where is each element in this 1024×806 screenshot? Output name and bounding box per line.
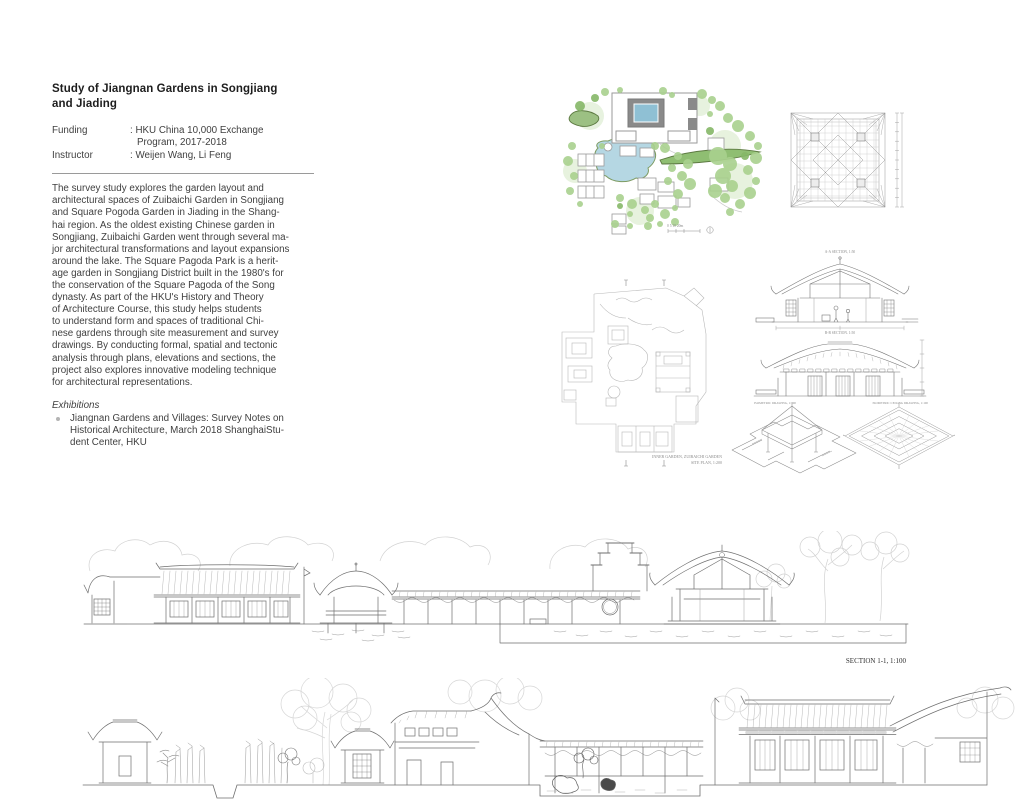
bamboo-b <box>245 739 282 783</box>
caption-bb: B-B SECTION, 1:50 <box>824 331 856 334</box>
main-hall <box>154 563 300 623</box>
body-line: analysis through plans, elevations and sections, the <box>52 352 276 364</box>
exhibition-text <box>70 413 284 449</box>
body-line: of Architecture Course, this study helps students <box>52 304 262 316</box>
small-light-tree <box>303 758 324 783</box>
mid-pavilion <box>331 729 394 783</box>
section-2-drawing <box>55 678 1017 804</box>
body-line: age garden in Songjiang District built in the 1980's for <box>52 267 284 279</box>
body-line: drawings. By conducting formal, spatial and tectonic <box>52 340 278 352</box>
text-column <box>52 82 324 449</box>
title-line: Study of Jiangnan Gardens in Songjiang <box>52 83 278 95</box>
tree-right-1 <box>800 531 862 623</box>
bullet-icon <box>52 413 70 449</box>
divider-line <box>52 173 314 174</box>
section1-caption: SECTION 1-1, 1:100 <box>845 657 906 665</box>
body-line: nese gardens through site measurement and survey <box>52 328 279 340</box>
meta-table <box>52 125 324 162</box>
pond-outline <box>608 344 648 381</box>
bamboo-a <box>175 743 205 783</box>
hex-pavilion <box>314 563 398 633</box>
rock-tree <box>574 748 598 778</box>
funding-label: Funding <box>52 125 88 136</box>
retaining-wall <box>500 624 906 643</box>
pagoda-roof-plan <box>785 105 915 220</box>
dimension-line <box>895 113 904 207</box>
garden-master-plan <box>560 86 784 238</box>
body-line: around the lake. The Square Pagoda Park is a herit- <box>52 255 279 267</box>
funding-value <box>130 125 263 150</box>
exhibition-line: Historical Architecture, March 2018 ShanghaiStu- <box>70 424 285 436</box>
body-line: jor architectural transformations and layout expansions <box>52 243 290 255</box>
radial-rafters <box>859 415 939 457</box>
flag-pole <box>304 567 310 624</box>
left-pavilion <box>88 720 162 783</box>
body-line: project also explores innovative modeling technique <box>52 364 277 376</box>
corridor <box>392 591 640 624</box>
body-line: Songjiang, Zuibaichi Garden went through several ma- <box>52 231 289 243</box>
body-line: the conservation of the Square Pagoda of the Song <box>52 279 275 291</box>
inner-garden-site-plan <box>556 274 726 474</box>
pavilion-section-bb <box>750 334 932 406</box>
body-line: The survey study explores the garden layout and <box>52 183 264 195</box>
big-tree <box>281 678 371 785</box>
rockery <box>616 298 652 302</box>
body-paragraph <box>52 183 324 389</box>
exhibition-line: Jiangnan Gardens and Villages: Survey Notes on <box>70 412 284 424</box>
funding-value-line: : HKU China 10,000 Exchange <box>130 125 264 136</box>
diagonals <box>791 113 885 207</box>
meta-row-instructor <box>52 150 324 162</box>
exhibition-line: dent Center, HKU <box>70 437 147 448</box>
water-right <box>554 631 892 637</box>
caption-iso-left: ISOMETRIC DRAWING, 1:100 <box>754 401 796 405</box>
body-line: for architectural representations. <box>52 376 193 388</box>
body-line: hai region. As the oldest existing Chinese garden in <box>52 219 275 231</box>
pond-corridor <box>540 741 703 794</box>
right-curved-roof <box>890 687 1011 785</box>
instructor-label: Instructor <box>52 149 93 161</box>
pole <box>715 698 719 785</box>
section-1-1-drawing <box>80 531 910 669</box>
rockery <box>652 327 684 333</box>
left-porch <box>84 576 160 623</box>
plan-caption-line1: INNER GARDEN, ZUIBAICHI GARDEN <box>652 454 722 459</box>
rockery <box>600 304 626 318</box>
long-hall <box>739 696 896 783</box>
plan-caption-line2: SITE PLAN, 1:200 <box>691 460 722 465</box>
isometric-ceiling <box>843 398 955 474</box>
rocks <box>601 778 616 790</box>
body-line: and Square Pogoda Garden in Jiading in the Shang- <box>52 207 280 219</box>
background-trees <box>89 531 909 623</box>
platform <box>732 421 856 473</box>
body-line: to understand form and spaces of traditional Chi- <box>52 316 264 328</box>
exhibition-item <box>52 413 324 449</box>
title-line: and Jiading <box>52 97 117 110</box>
page-title <box>52 82 324 111</box>
pavilion-section-aa <box>752 246 930 334</box>
instructor-value: : Weijen Wang, Li Feng <box>130 149 232 161</box>
body-line: dynasty. As part of the HKU's History and Theory <box>52 292 264 304</box>
exhibitions-heading: Exhibitions <box>52 399 100 411</box>
background-trees <box>281 678 1014 785</box>
meta-row-funding <box>52 125 324 150</box>
tree-right-2 <box>861 532 909 621</box>
caption-iso-right: ISOMETRIC CEILING DRAWING, 1:100 <box>872 401 928 405</box>
body-line: architectural spaces of Zuibaichi Garden in Songjiang <box>52 195 284 207</box>
scale-label: 0 5 10 20m <box>667 224 684 228</box>
water-left <box>312 630 410 641</box>
courtyard-building <box>612 93 697 143</box>
funding-value-line: Program, 2017-2018 <box>137 137 227 149</box>
section-cut-pavilion <box>650 545 795 624</box>
caption-aa: A-A SECTION, 1:50 <box>824 250 856 254</box>
section-markers <box>624 280 666 466</box>
ground-line <box>83 785 987 798</box>
